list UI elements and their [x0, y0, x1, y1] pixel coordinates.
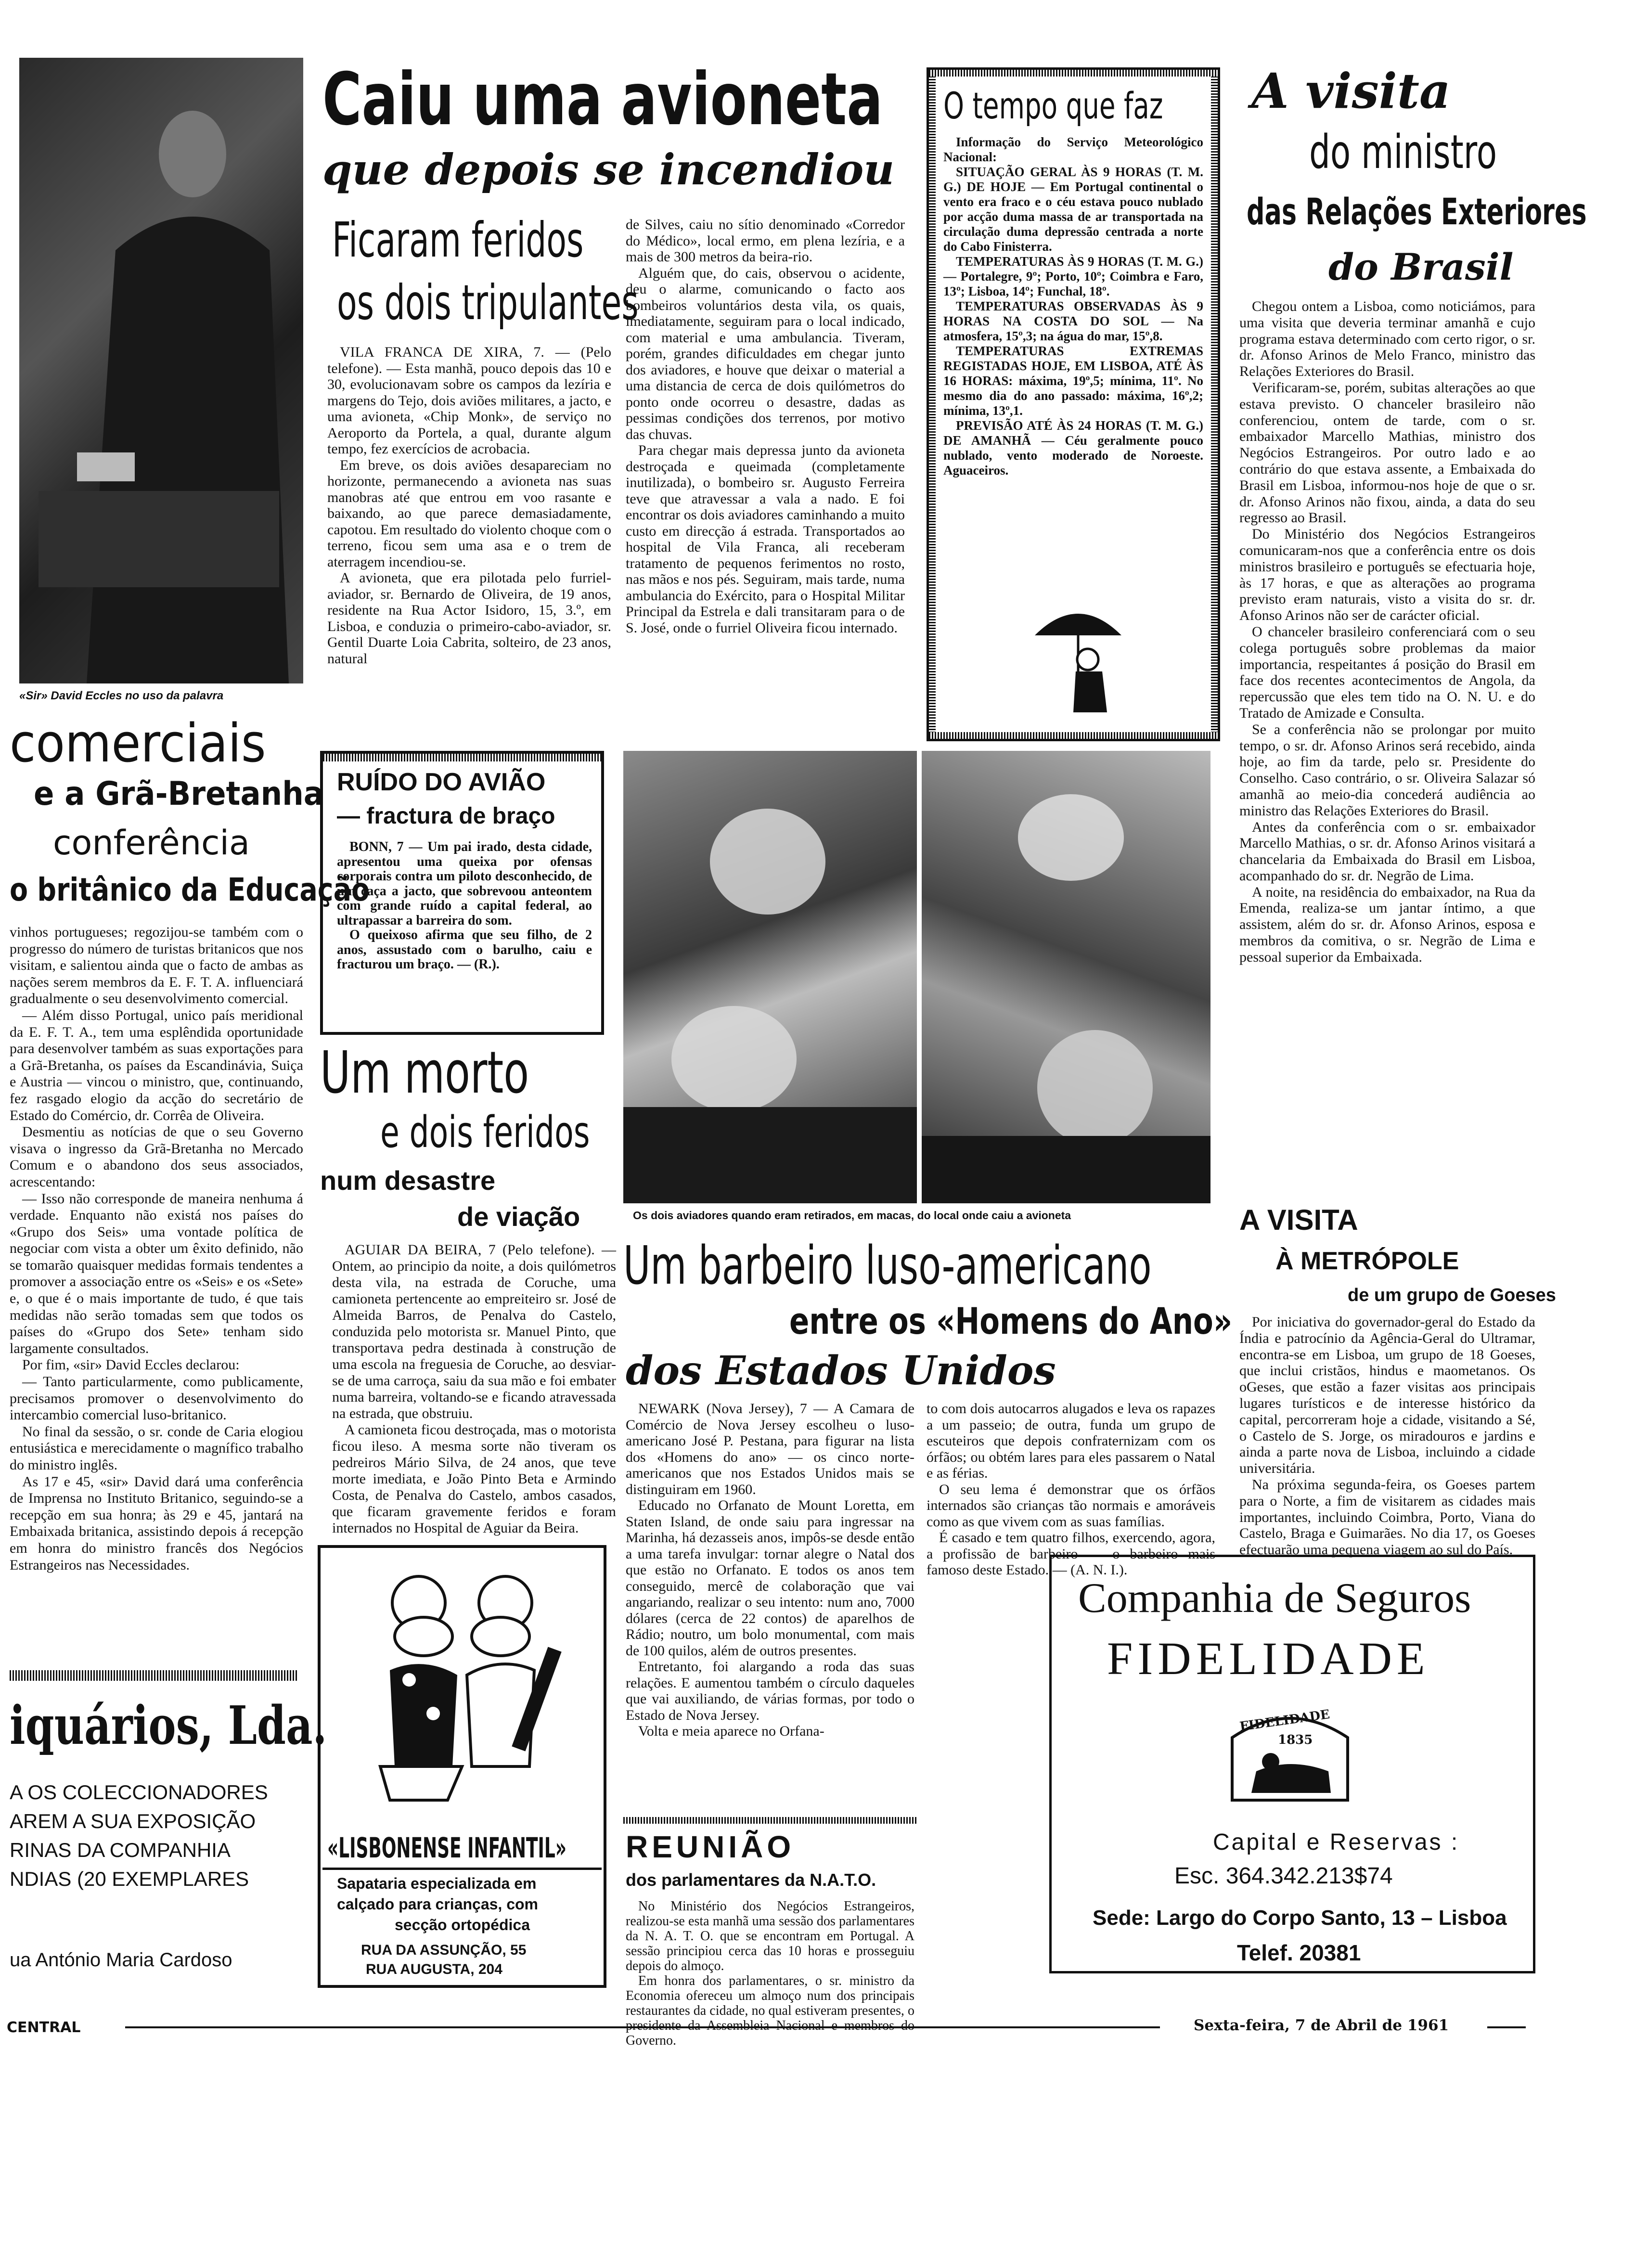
eccles-headline-4: o britânico da Educação: [10, 871, 370, 908]
tempo-paragraph: TEMPERATURAS EXTREMAS REGISTADAS HOJE, EM LISBOA, ATÉ ÀS 16 HORAS: máxima, 19º,5; mínima, 11º. No mesmo dia do ano passado: máxima, 16º,2; mínima, 13º,1.: [943, 344, 1203, 418]
lisbonense-rule: [322, 1868, 602, 1870]
reuniao-paragraph: Em honra dos parlamentares, o sr. ministro da Economia ofereceu um almoço num dos principais restaurantes da cidade, no qual estiveram presentes, o presidente da Assembleia Nacional e membros do Governo.: [626, 1973, 914, 2048]
eccles-paragraph: — Além disso Portugal, unico país meridional da E. F. T. A., tem uma esplêndida oportunidade para desenvolver também as suas exportações para a Grã-Bretanha, os países da Escandinávia, Suiça e Austria — vincou o ministro, que, continuando, fez rasgado elogio da acção do secretário de Estado do Comércio, dr. Corrêa de Oliveira.: [10, 1007, 303, 1123]
metropole-paragraph: Na próxima segunda-feira, os Goeses partem para o Norte, a fim de visitarem as cidades mais importantes, incluindo Coimbra, Porto, Viana do Castelo, Braga e Guimarães. No dia 17, os Goeses efectuarão uma pequena viagem ao sul do País.: [1239, 1476, 1535, 1558]
photo-aviators-left: [623, 751, 917, 1203]
ruido-paragraph: O queixoso afirma que seu filho, de 2 anos, assustado com o barulho, caiu e fracturou um braço. — (R.).: [337, 928, 592, 972]
lisbonense-name: «LISBONENSE INFANTIL»: [327, 1831, 567, 1864]
antiquarios-line: AREM A SUA EXPOSIÇÃO: [10, 1810, 256, 1832]
visita-ministro-paragraph: Do Ministério dos Negócios Estrangeiros comunicaram-nos que a conferência entre os dois ministros brasileiro e português se efectuaria hoje, às 17 horas, e que as alterações ao programa previsto eram naturais, visto a visita do sr. dr. Afonso Arinos não ser de carácter oficial.: [1239, 526, 1535, 624]
tempo-paragraph: PREVISÃO ATÉ ÀS 24 HORAS (T. M. G.) DE AMANHÃ — Céu geralmente pouco nublado, vento moderado de Noroeste. Aguaceiros.: [943, 418, 1203, 477]
fidelidade-sede: Sede: Largo do Corpo Santo, 13 – Lisboa: [1093, 1906, 1507, 1930]
fidelidade-logo-year: 1835: [1278, 1733, 1313, 1747]
barbeiro-paragraph: O seu lema é demonstrar que os órfãos internados são crianças tão normais e amoráveis como as que vivem com as suas famílias.: [927, 1481, 1215, 1530]
morto-headline-4: de viação: [457, 1201, 580, 1232]
tempo-border-right: [1211, 70, 1218, 739]
visita-ministro-body: [1239, 298, 1535, 966]
photo-caption-left: «Sir» David Eccles no uso da palavra: [19, 689, 224, 702]
divider-rule: [10, 1670, 298, 1681]
tempo-paragraph: TEMPERATURAS OBSERVADAS ÀS 9 HORAS NA COSTA DO SOL — Na atmosfera, 15º,3; na água do mar, 15º,8.: [943, 299, 1203, 343]
barbeiro-headline-3: dos Estados Unidos: [626, 1348, 1056, 1394]
morto-headline-2: e dois feridos: [380, 1107, 590, 1158]
avioneta-paragraph: VILA FRANCA DE XIRA, 7. — (Pelo telefone). — Esta manhã, pouco depois das 10 e 30, evolucionavam sobre os campos da lezíria e margens do Tejo, dois aviões militares, a jacto, e uma avioneta, «Chip Monk», de serviço no Aeroporto da Portela, a qual, durante algum tempo, fez exercícios de acrobacia.: [327, 344, 611, 457]
ruido-stripe: [323, 754, 601, 761]
visita-ministro-headline-1: A visita: [1251, 63, 1451, 119]
barbeiro-col-2: [927, 1401, 1215, 1578]
footer-rule-right: [1487, 2026, 1526, 2028]
barbeiro-headline-1: Um barbeiro luso-americano: [623, 1235, 1152, 1296]
morto-paragraph: A camioneta ficou destroçada, mas o motorista ficou ileso. A mesma sorte não tiveram os pedreiros Mário Silva, de 24 anos, que teve morte imediata, e João Pinto Beta e Armindo Costa, de Penalva do Castelo, ambos casados, que ficaram gravemente feridos e foram internados no Hospital de Aguiar da Beira.: [332, 1422, 616, 1536]
tempo-paragraph: Informação do Serviço Meteorológico Nacional:: [943, 135, 1203, 164]
tempo-border-left: [929, 70, 936, 739]
avioneta-headline-1: Caiu uma avioneta: [322, 58, 883, 142]
umbrella-man-illustration: [1030, 597, 1126, 722]
eccles-headline-1: comerciais: [10, 712, 266, 774]
antiquarios-line: NDIAS (20 EXEMPLARES: [10, 1868, 249, 1890]
reuniao-rule: [623, 1817, 917, 1824]
barbeiro-paragraph: Volta e meia aparece no Orfana-: [638, 1723, 824, 1739]
visita-ministro-headline-4: do Brasil: [1328, 245, 1514, 288]
eccles-paragraph: — Tanto particularmente, como publicamente, precisamos promover o desenvolvimento do intercambio comercial luso-britanico.: [10, 1374, 303, 1423]
visita-ministro-headline-3: das Relações Exteriores: [1247, 190, 1587, 233]
tempo-body: [943, 135, 1203, 478]
eccles-headline-2: e a Grã-Bretanha: [34, 775, 324, 813]
eccles-paragraph: No final da sessão, o sr. conde de Caria elogiou entusiástica e merecidamente o magnífico trabalho do ministro inglês.: [10, 1423, 303, 1473]
avioneta-col-2: [626, 217, 905, 636]
avioneta-headline-2: que depois se incendiou: [322, 144, 895, 194]
barbeiro-paragraph: Entretanto, foi alargando a roda das suas relações. E aumentou também o círculo daqueles que vai auxiliando, de várias formas, por todo o Estado de Nova Jersey.: [626, 1659, 914, 1723]
tempo-headline: O tempo que faz: [943, 84, 1163, 127]
antiquarios-line: RINAS DA COMPANHIA: [10, 1839, 231, 1861]
eccles-paragraph: Por fim, «sir» David Eccles declarou:: [22, 1357, 240, 1373]
visita-ministro-paragraph: Se a conferência não se prolongar por muito tempo, o sr. dr. Afonso Arinos será recebido, ainda hoje, ao fim da tarde, pelo sr. Presidente do Conselho. Caso contrário, o sr. Oliveira Salazar só amanhã ao meio-dia concederá audiência ao ministro das Relações Exteriores do Brasil.: [1239, 721, 1535, 819]
photo-aviators-right: [922, 751, 1210, 1203]
lisbonense-line: calçado para crianças, com: [337, 1895, 538, 1913]
metropole-headline-3: de um grupo de Goeses: [1348, 1285, 1556, 1305]
avioneta-paragraph: Em breve, os dois aviões desapareciam no horizonte, permanecendo a avioneta nas suas manobras até que entrou em voo rasante e baixando, ao que parece demasiadamente, capotou. Em resultado do violento choque com o terreno, ficou sem uma asa e o trem de aterragem incendiou-se.: [327, 457, 611, 570]
eccles-paragraph: Desmentiu as notícias de que o seu Governo visava o ingresso da Grã-Bretanha no Mercado Comum e o abandono dos seus associados, acrescentando:: [10, 1124, 303, 1190]
morto-headline-1: Um morto: [320, 1040, 529, 1107]
tempo-border-bottom: [929, 732, 1218, 739]
ruido-subhead: — fractura de braço: [337, 803, 555, 829]
visita-ministro-paragraph: Antes da conferência com o sr. embaixador Marcello Mathias, o sr. dr. Afonso Arinos visitará a chancelaria da Embaixada do Brasil em Lisboa, acompanhado do sr. dr. Negrão de Lima.: [1239, 819, 1535, 884]
reuniao-body: [626, 1899, 914, 2048]
ruido-headline: RUÍDO DO AVIÃO: [337, 768, 546, 796]
lisbonense-line: secção ortopédica: [395, 1916, 530, 1933]
fidelidade-title-2: FIDELIDADE: [1107, 1633, 1430, 1684]
avioneta-col-1: [327, 344, 611, 667]
photo-david-eccles: [19, 58, 303, 683]
avioneta-sub-2: os dois tripulantes: [337, 274, 639, 331]
barbeiro-paragraph: to com dois autocarros alugados e leva os rapazes a um passeio; de outra, funda um grupo de escuteiros que depois confraternizam com os órfãos; ou obtém lares para eles passarem o Natal e as férias.: [927, 1401, 1215, 1481]
metropole-headline-1: A VISITA: [1239, 1204, 1358, 1236]
eccles-silhouette: [19, 58, 303, 683]
avioneta-paragraph: de Silves, caiu no sítio denominado «Corredor do Médico», local ermo, em plena lezíria, e a mais de 300 metros da beira-rio.: [626, 217, 905, 265]
fidelidade-title-1: Companhia de Seguros: [1078, 1575, 1471, 1622]
metropole-body: [1239, 1314, 1535, 1558]
fidelidade-capital-label: Capital e Reservas :: [1213, 1830, 1460, 1855]
avioneta-paragraph: A avioneta, que era pilotada pelo furriel-aviador, sr. Bernardo de Oliveira, de 19 anos, residente na Rua Actor Isidoro, 15, 3.º, em Lisboa, e conduzia o primeiro-cabo-aviador, sr. Gentil Duarte Loia Cabrita, solteiro, de 23 anos, natural: [327, 570, 611, 667]
ruido-paragraph: BONN, 7 — Um pai irado, desta cidade, apresentou uma queixa por ofensas corporais contra um piloto desconhecido, de um caça a jacto, que sobrevoou anteontem com grande ruído a capital federal, ao ultrapassar a barreira do som.: [337, 839, 592, 928]
antiquarios-address: ua António Maria Cardoso: [10, 1949, 232, 1971]
morto-paragraph: AGUIAR DA BEIRA, 7 (Pelo telefone). — Ontem, ao principio da noite, a dois quilómetros desta vila, na estrada de Coruche, uma camioneta pertencente ao empreiteiro sr. José de Almeida Barros, de Penalva do Castelo, conduzida pelo motorista sr. Manuel Pinto, que transportava pedra destinada à construção de uma escola na freguesia de Coruche, ao desviar-se de uma carroça, saiu da sua mão e foi embater numa barreira, voltando-se e ficando atravessada na estrada, que obstruiu.: [332, 1242, 616, 1421]
eccles-headline-3: conferência: [53, 823, 250, 863]
ruido-body: [337, 840, 592, 972]
visita-ministro-paragraph: A noite, na residência do embaixador, na Rua da Emenda, realiza-se um jantar íntimo, a que assistem, além do sr. dr. Afonso Arinos, esposa e membros da comitiva, o sr. Negrão de Lima e pessoal superior da Embaixada.: [1239, 884, 1535, 965]
lisbonense-address: RUA DA ASSUNÇÃO, 55: [361, 1942, 527, 1958]
tempo-paragraph: TEMPERATURAS ÀS 9 HORAS (T. M. G.) — Portalegre, 9º; Porto, 10º; Coimbra e Faro, 13º; Lisboa, 14º; Funchal, 18º.: [943, 254, 1203, 298]
eccles-paragraph: As 17 e 45, «sir» David dará uma conferência de Imprensa no Instituto Britanico, seguindo-se a recepção em sua honra; às 29 e 45, jantará na Embaixada britanica, assistindo depois á recepção em honra do ministro francês dos Negócios Estrangeiros nas Necessidades.: [10, 1473, 303, 1573]
footer-left: CENTRAL: [7, 2019, 81, 2036]
lisbonense-line: Sapataria especializada em: [337, 1875, 537, 1892]
avioneta-paragraph: Para chegar mais depressa junto da avioneta destroçada e queimada (completamente inutilizada), o bombeiro sr. Augusto Ferreira teve que atravessar a vala a nado. E foi encontrar os dois aviadores caminhando a muito custo em direcção á estrada. Transportados ao hospital de Vila Franca, ali receberam tratamento de pequenos ferimentos no rosto, nas mãos e nos pés. Seguiram, mais tarde, numa ambulancia do Exército, para o Hospital Militar Principal da Estrela e dali transitaram para o de S. José, onde o furriel Oliveira ficou internado.: [626, 442, 905, 636]
reuniao-subhead: dos parlamentares da N.A.T.O.: [626, 1870, 876, 1890]
visita-ministro-paragraph: Chegou ontem a Lisboa, como noticiámos, para uma visita que deveria terminar amanhã e cujo programa estava determinado com certo rigor, o sr. dr. Afonso Arinos de Melo Franco, ministro das Relações Exteriores do Brasil.: [1239, 298, 1535, 380]
morto-body: [332, 1242, 616, 1536]
barbeiro-paragraph: É casado e tem quatro filhos, exercendo, agora, a profissão de barbeiro — o barbeiro mais famoso deste Estado. — (A. N. I.).: [927, 1530, 1215, 1578]
visita-ministro-paragraph: Verificaram-se, porém, subitas alterações ao que estava previsto. O chanceler brasileiro não conferenciou, ontem de tarde, com o sr. embaixador Marcello Mathias, ministro dos Negócios Estrangeiros. Por outro lado e ao contrário do que estava assente, a Embaixada do Brasil em Lisboa, informou-nos hoje de que o sr. dr. Afonso Arinos não fixou, ainda, a data do seu regresso ao Brasil.: [1239, 379, 1535, 526]
eccles-paragraph: — Isso não corresponde de maneira nenhuma á verdade. Enquanto não existá nos países do «Grupo dos Seis» uma vontade política de negociar com vista a obter um êxito definido, não se tomarão quaisquer medidas formais tendentes a promover a associação entre os «Seis» e os «Sete» e, o que é o mais importante de tudo, é que tais medidas não serão tomadas sem que todos os países do «Grupo dos Sete» tenham sido largamente consultados.: [10, 1190, 303, 1356]
visita-ministro-paragraph: O chanceler brasileiro conferenciará com o seu colega português sobre problemas da maior importancia, respeitantes á posição do Brasil em face dos recentes acontecimentos de Angola, da repercussão que eles tem tido na O. N. U. e do Tratado de Amizade e Consulta.: [1239, 623, 1535, 721]
eccles-article-body: [10, 924, 303, 1573]
avioneta-paragraph: Alguém que, do cais, observou o acidente, deu o alarme, comunicando o facto aos bombeiros voluntários desta vila, os quais, imediatamente, seguiram para o local indicado, com material e uma ambulancia. Tiveram, porém, grandes dificuldades em chegar junto dos aviadores, e houve que deixar o material a uma distancia de cerca de dois quilómetros do ponto onde ocorreu o desastre, dadas as pessimas condições dos terrenos, por motivo das chuvas.: [626, 265, 905, 442]
lisbonense-address: RUA AUGUSTA, 204: [366, 1961, 502, 1977]
photo-caption-center: Os dois aviadores quando eram retirados, em macas, do local onde caiu a avioneta: [633, 1209, 1071, 1222]
visita-ministro-headline-2: do ministro: [1309, 125, 1497, 179]
barbeiro-col-1: [626, 1401, 914, 1740]
fidelidade-telef: Telef. 20381: [1237, 1940, 1361, 1965]
barbeiro-headline-2: entre os «Homens do Ano»: [789, 1300, 1233, 1342]
reuniao-headline: REUNIÃO: [626, 1830, 795, 1864]
footer-date: Sexta-feira, 7 de Abril de 1961: [1194, 2017, 1449, 2034]
antiquarios-name: iquários, Lda.: [10, 1694, 327, 1756]
antiquarios-line: A OS COLECCIONADORES: [10, 1781, 268, 1804]
tempo-paragraph: SITUAÇÃO GERAL ÀS 9 HORAS (T. M. G.) DE HOJE — Em Portugal continental o vento era fraco e o céu estava pouco nublado por acção duma massa de ar transportada na circulação duma depressão centrada a norte do Cabo Finisterra.: [943, 165, 1203, 254]
metropole-headline-2: À METRÓPOLE: [1275, 1247, 1459, 1275]
tempo-border-top: [929, 70, 1218, 77]
barbeiro-paragraph: Educado no Orfanato de Mount Loretta, em Staten Island, de onde saiu para ingressar na Marinha, há dezasseis anos, impôs-se desde então a uma tarefa invulgar: tornar alegre o Natal dos que estão no Orfanato. E todos os anos tem conseguido, mercê de colaboração que vai angariando, realizar o seu intento: num ano, 7000 dólares (cerca de 22 contos) de aparelhos de Rádio; noutro, um bolo monumental, com mais de 100 quilos, além de outros presentes.: [626, 1497, 914, 1659]
barbeiro-paragraph: NEWARK (Nova Jersey), 7 — A Camara de Comércio de Nova Jersey escolheu o luso-americano José P. Pestana, para figurar na lista dos «Homens do ano» — os cinco norte-americanos que nos Estados Unidos mais se distinguiram em 1960.: [626, 1401, 914, 1497]
metropole-paragraph: Por iniciativa do governador-geral do Estado da Índia e patrocínio da Agência-Geral do Ultramar, encontra-se em Lisboa, um grupo de 18 Goeses, que inclui cristãos, hindus e maometanos. Os oGeses, que estão a fazer visitas aos principais lugares turísticos e de interesse histórico da capital, percorreram hoje a cidade, visitando a Sé, o Castelo de S. Jorge, os miradouros e jardins e ainda a parte nova de Lisboa, incluindo a cidade universitária.: [1239, 1314, 1535, 1477]
avioneta-sub-1: Ficaram feridos: [332, 212, 584, 268]
eccles-paragraph: vinhos portugueses; regozijou-se também com o progresso do número de turistas britanicos que nos visitam, e salientou ainda que o facto de ambas as nações serem membros da E. F. T. A. influenciará gradualmente o seu desenvolvimento comercial.: [10, 924, 303, 1007]
reuniao-paragraph: No Ministério dos Negócios Estrangeiros, realizou-se esta manhã uma sessão dos parlamentares da N. A. T. O. que se encontram em Portugal. A sessão principiou cerca das 10 horas e prosseguiu depois do almoço.: [626, 1899, 914, 1973]
lisbonense-mice-illustration: [337, 1559, 587, 1829]
morto-headline-3: num desastre: [320, 1165, 496, 1196]
fidelidade-logo-text: FIDELIDADE: [1238, 1707, 1331, 1734]
fidelidade-capital-value: Esc. 364.342.213$74: [1174, 1863, 1393, 1889]
